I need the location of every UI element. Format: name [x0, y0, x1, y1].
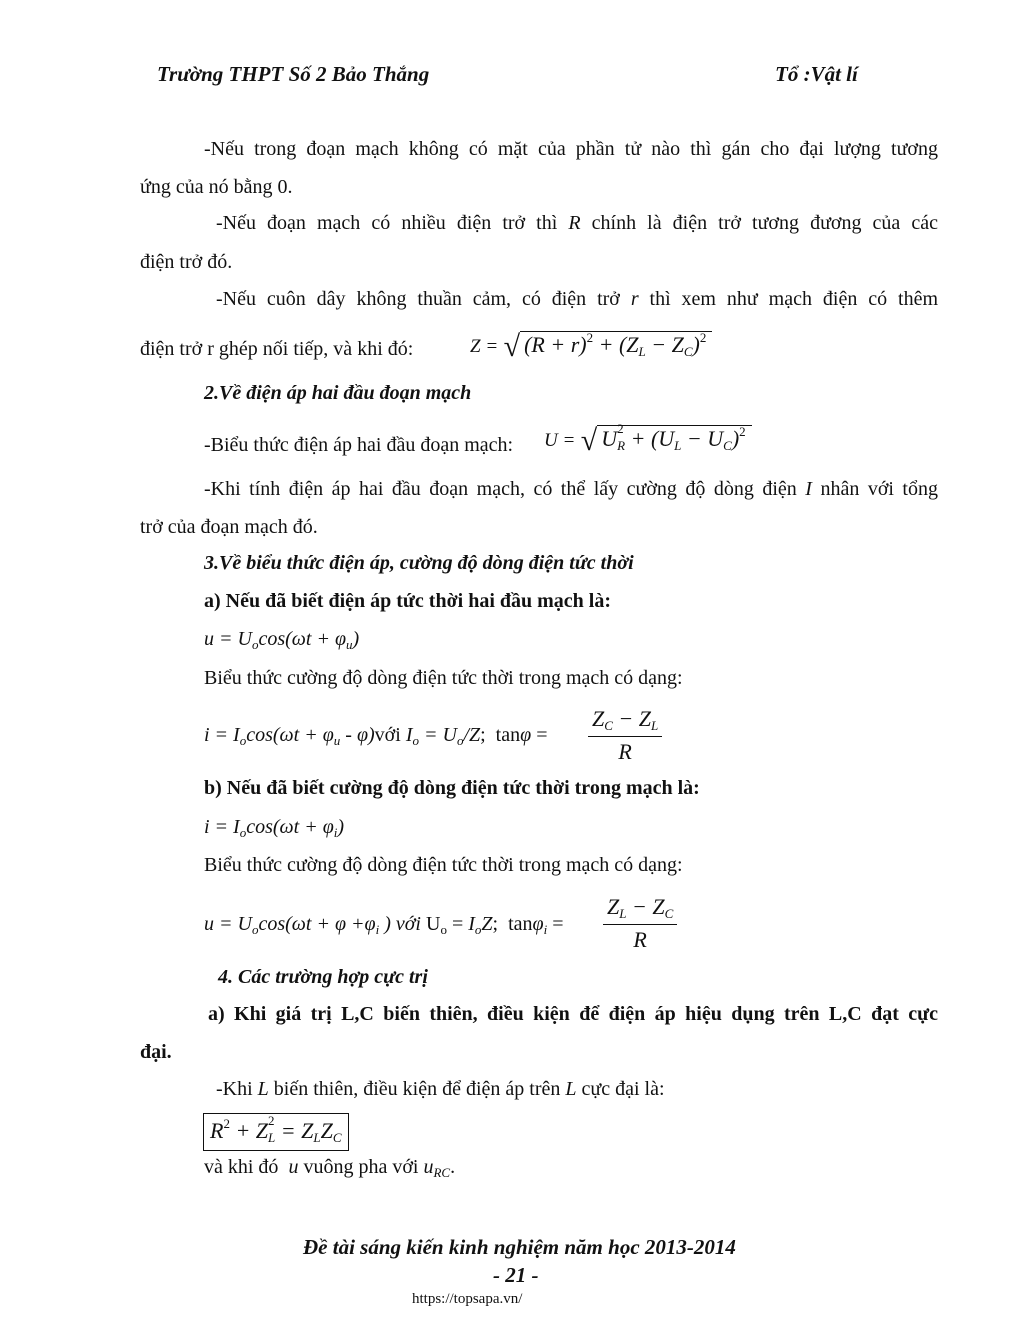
voltage-formula: U = √ U $_{2 R} + (U_L - U_C)^2$ — [544, 424, 752, 458]
para1-line1: -Nếu trong đoạn mạch không có mặt của phần tử nào thì gán cho đại lượng tương — [204, 138, 938, 160]
section3-heading: 3.Về biểu thức điện áp, cường độ dòng điện tức thời — [204, 552, 634, 574]
tan-phi-fraction-b: $\frac{Z_L - Z_C}{R}$ — [603, 894, 677, 953]
boxed-condition: $R^2 + Z$ $_{2 L} = Z_LZ_C$ — [203, 1113, 349, 1151]
para2-line2: điện trở đó. — [140, 251, 233, 273]
para2-line1: -Nếu đoạn mạch có nhiều điện trở thì R chính là điện trở tương đương của các — [216, 212, 939, 234]
footer-title: Đề tài sáng kiến kinh nghiệm năm học 2013-2014 — [303, 1235, 736, 1259]
footer-url[interactable]: https://topsapa.vn/ — [412, 1291, 523, 1307]
section2-note-line2: trở của đoạn mạch đó. — [140, 516, 318, 538]
u-formula-a: $u = U_o\cos(\omega t + \varphi_u)$ — [204, 628, 360, 652]
section4-heading: 4. Các trường hợp cực trị — [218, 966, 428, 988]
section2-heading: 2.Về điện áp hai đầu đoạn mạch — [204, 382, 472, 404]
section2-note-line1: -Khi tính điện áp hai đầu đoạn mạch, có thể lấy cường độ dòng điện I nhân với tổng — [204, 478, 938, 500]
section4a-line2: đại. — [140, 1041, 172, 1063]
section3a-heading: a) Nếu đã biết điện áp tức thời hai đầu mạch là: — [204, 590, 612, 612]
i-formula-a: $i = I_o\cos(\omega t + \varphi_u$ - φ)với $I_o = U_o/Z$; tanφ = — [204, 724, 548, 748]
voltage-formula-label: -Biểu thức điện áp hai đầu đoạn mạch: — [204, 434, 514, 456]
u-formula-b: $u = U_o\cos(\omega t + \varphi +\varphi_i$ ) với $U_o = I_oZ$; tanφ$_i$ = — [204, 913, 564, 937]
section3a-intro: Biểu thức cường độ dòng điện tức thời trong mạch có dạng: — [204, 667, 683, 689]
header-dept: Tổ :Vật lí — [775, 62, 858, 86]
section3b-intro: Biểu thức cường độ dòng điện tức thời trong mạch có dạng: — [204, 854, 683, 876]
i-formula-b: $i = I_o\cos(\omega t + \varphi_i)$ — [204, 816, 345, 840]
para3-line1: -Nếu cuôn dây không thuần cảm, có điện trở r thì xem như mạch điện có thêm — [216, 288, 939, 310]
tan-phi-fraction-a: $\frac{Z_C - Z_L}{R}$ — [588, 706, 662, 765]
impedance-formula: Z = √ $(R + r)^2 + (Z_L - Z_C)^2$ — [470, 330, 712, 364]
section3b-heading: b) Nếu đã biết cường độ dòng điện tức thời trong mạch là: — [204, 777, 700, 799]
section4a-line1: a) Khi giá trị L,C biến thiên, điều kiện để điện áp hiệu dụng trên L,C đạt cực — [208, 1003, 938, 1025]
section4-tail: và khi đó u vuông pha với $u_{RC}$. — [204, 1156, 456, 1180]
page-number: - 21 - — [493, 1263, 539, 1287]
header-school: Trường THPT Số 2 Bảo Thắng — [157, 62, 430, 86]
para3-line2: điện trở r ghép nối tiếp, và khi đó: — [140, 338, 414, 360]
L-condition-line: -Khi L biến thiên, điều kiện để điện áp trên L cực đại là: — [216, 1078, 665, 1100]
para1-line2: ứng của nó bằng 0. — [140, 176, 293, 198]
